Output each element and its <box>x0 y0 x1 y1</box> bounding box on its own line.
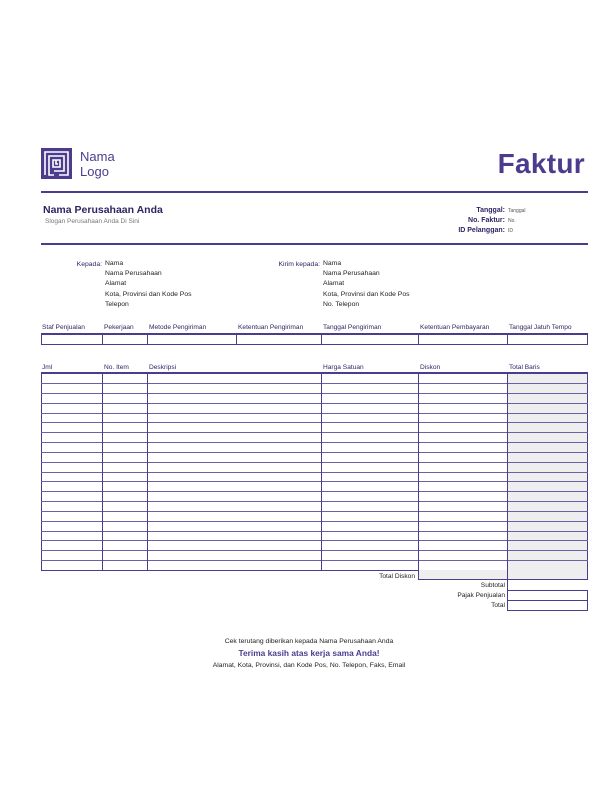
invoice-title: Faktur <box>497 148 585 179</box>
table-row <box>41 560 588 561</box>
table-row <box>41 511 588 512</box>
total-cell <box>507 600 588 611</box>
contact-info: Alamat, Kota, Provinsi, dan Kode Pos, No. Telepon, Faks, Email <box>212 662 406 669</box>
logo-line-1: Nama <box>80 149 115 164</box>
shipping-divider <box>418 334 419 345</box>
items-divider <box>147 373 148 570</box>
table-row <box>41 501 588 502</box>
table-row <box>41 432 588 433</box>
items-divider <box>321 373 322 570</box>
table-row <box>41 442 588 443</box>
table-row <box>41 472 588 473</box>
ship-to-label: Kirim kepada: <box>278 261 320 268</box>
col-item-no: No. Item <box>104 364 129 371</box>
ship-to-line: Nama Perusahaan <box>323 270 380 278</box>
shipping-divider <box>236 334 237 345</box>
table-row <box>41 413 588 414</box>
col-shipping-terms: Ketentuan Pengiriman <box>238 324 304 331</box>
ship-to-line: No. Telepon <box>323 300 360 308</box>
items-divider <box>418 373 419 570</box>
meta-customer-id-value: ID <box>508 228 513 234</box>
shipping-divider <box>507 334 508 345</box>
company-name: Nama Perusahaan Anda <box>43 204 163 216</box>
bill-to-line: Kota, Provinsi dan Kode Pos <box>105 290 192 298</box>
meta-invoice-no-label: No. Faktur: <box>468 217 505 224</box>
items-divider <box>102 373 103 570</box>
bill-to-label: Kepada: <box>76 261 102 268</box>
table-row <box>41 521 588 522</box>
total-label: Total <box>491 602 505 609</box>
table-row <box>41 452 588 453</box>
col-description: Deskripsi <box>149 364 177 371</box>
subtotal-label: Subtotal <box>480 582 505 589</box>
meta-invoice-no-value: No. <box>508 218 516 224</box>
col-sales-staff: Staf Penjualan <box>42 324 85 331</box>
ship-to-line: Kota, Provinsi dan Kode Pos <box>323 290 410 298</box>
check-note: Cek terutang diberikan kepada Nama Perusahaan Anda <box>224 638 394 645</box>
table-row <box>41 540 588 541</box>
bill-to-address <box>105 259 192 310</box>
bill-to-line: Alamat <box>105 280 127 288</box>
logo-line-2: Logo <box>80 164 109 179</box>
ship-to-address <box>323 259 410 310</box>
table-row <box>41 422 588 423</box>
sales-tax-label: Pajak Penjualan <box>457 592 505 599</box>
col-line-total: Total Baris <box>509 364 540 371</box>
ship-to-line: Alamat <box>323 280 345 288</box>
table-row <box>41 393 588 394</box>
col-due-date: Tanggal Jatuh Tempo <box>509 324 572 331</box>
bill-to-line: Telepon <box>105 300 129 308</box>
table-row <box>41 403 588 404</box>
total-discount-label: Total Diskon <box>379 573 415 580</box>
meta-date-label: Tanggal: <box>476 207 505 214</box>
meta-date-value: Tanggal <box>508 208 526 214</box>
col-shipping-method: Metode Pengiriman <box>149 324 207 331</box>
total-discount-cells <box>418 570 588 580</box>
shipping-divider <box>147 334 148 345</box>
col-discount: Diskon <box>420 364 441 371</box>
bill-to-line: Nama Perusahaan <box>105 270 162 278</box>
table-row <box>41 383 588 384</box>
meta-customer-id-label: ID Pelanggan: <box>458 227 505 234</box>
thank-you-message: Terima kasih atas kerja sama Anda! <box>238 648 380 658</box>
meta-divider <box>41 243 588 245</box>
table-row <box>41 491 588 492</box>
items-divider <box>507 373 508 570</box>
col-shipping-date: Tanggal Pengiriman <box>323 324 382 331</box>
table-row <box>41 531 588 532</box>
table-row <box>41 462 588 463</box>
header-divider <box>41 191 588 193</box>
company-slogan: Slogan Perusahaan Anda Di Sini <box>45 218 140 225</box>
logo-icon <box>41 148 72 179</box>
table-row <box>41 550 588 551</box>
logo-text <box>80 149 115 179</box>
totals-divider <box>507 570 508 580</box>
col-qty: Jml <box>42 364 53 371</box>
ship-to-line: Nama <box>323 260 342 267</box>
table-row <box>41 481 588 482</box>
col-unit-price: Harga Satuan <box>323 364 364 371</box>
shipping-table-row <box>41 334 588 345</box>
shipping-divider <box>321 334 322 345</box>
bill-to-line: Nama <box>105 260 124 267</box>
col-job: Pekerjaan <box>104 324 134 331</box>
col-payment-terms: Ketentuan Pembayaran <box>420 324 490 331</box>
shipping-divider <box>102 334 103 345</box>
subtotal-cell <box>507 580 588 590</box>
